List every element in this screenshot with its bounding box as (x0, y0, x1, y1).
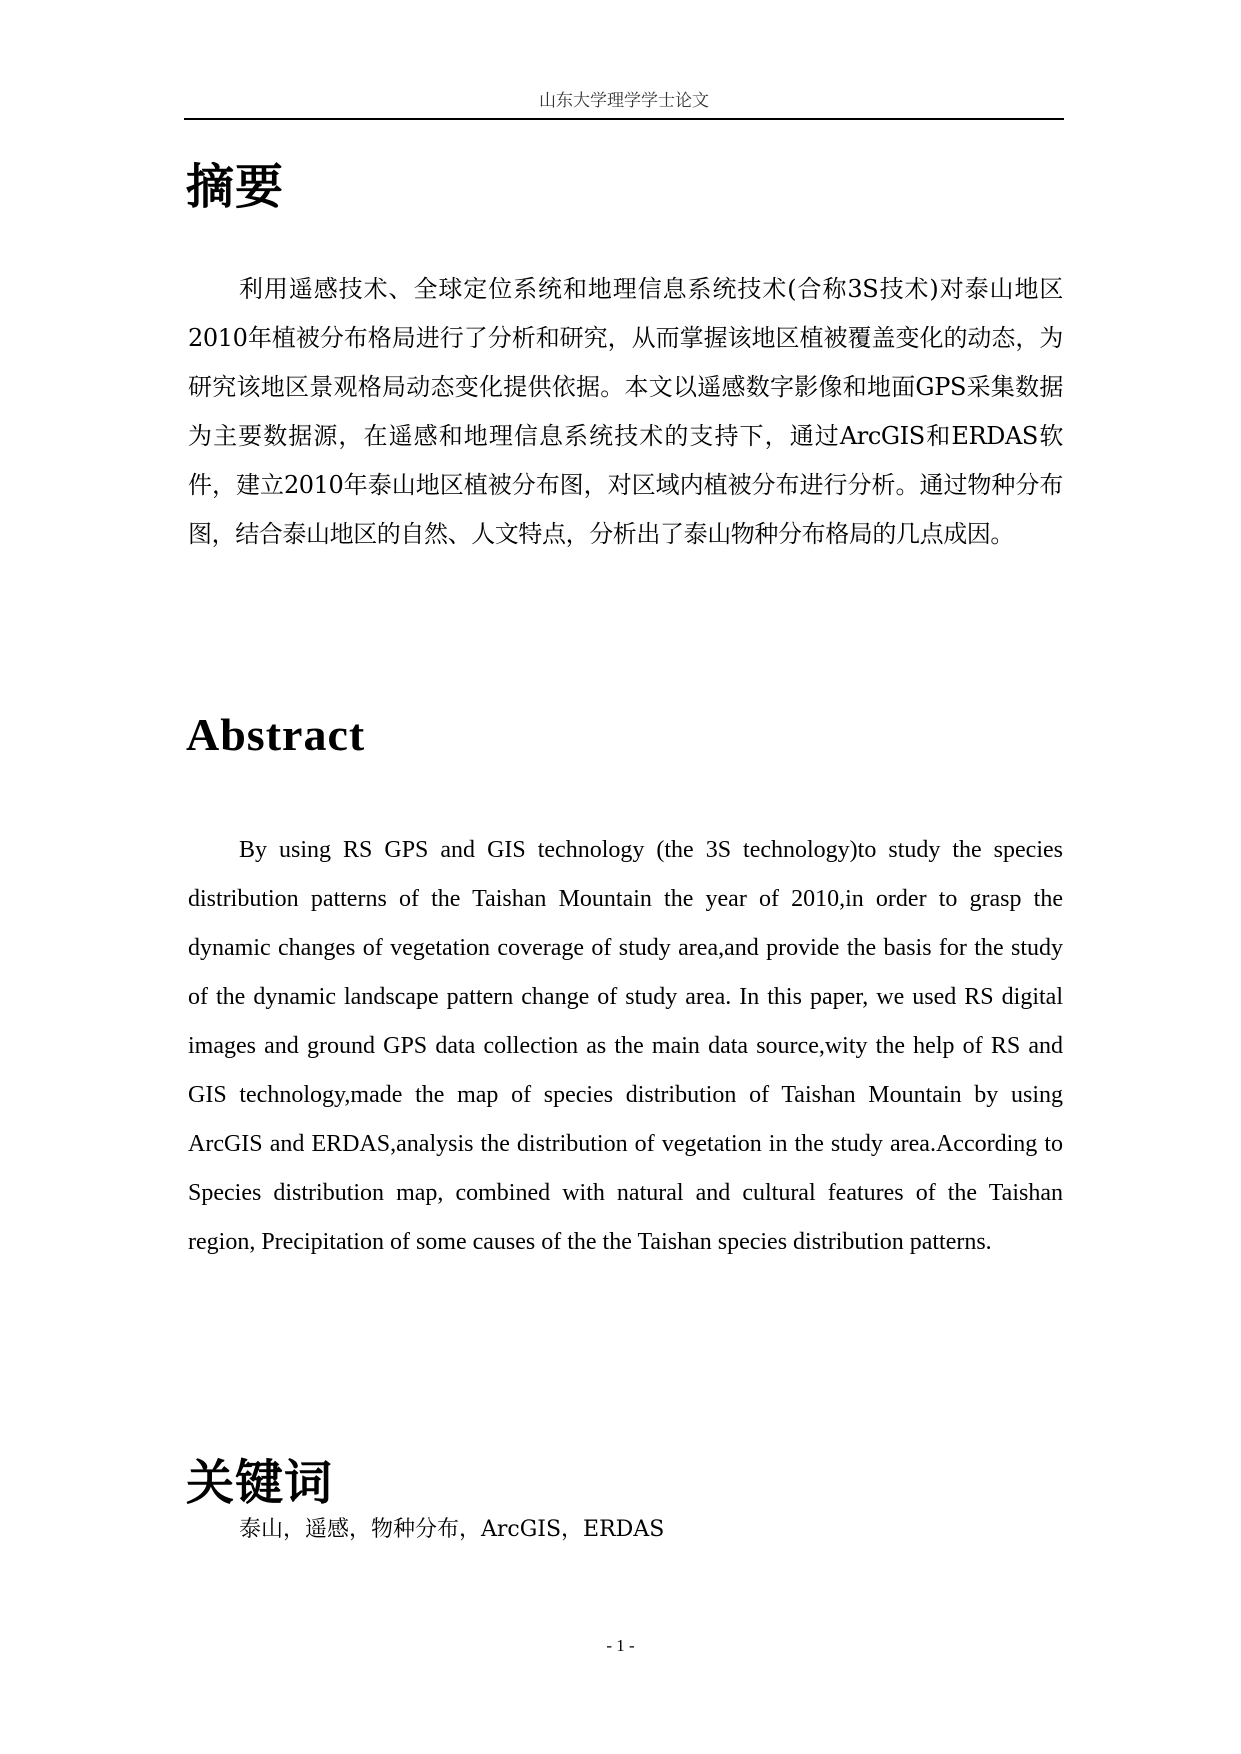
abstract-cn-title: 摘要 (186, 159, 285, 215)
page-number: - 1 - (606, 1636, 635, 1655)
keywords-title: 关键词 (186, 1455, 334, 1511)
abstract-en-title: Abstract (186, 709, 366, 760)
abstract-cn-body: 利用遥感技术、全球定位系统和地理信息系统技术(合称3S技术)对泰山地区2010年植被分布格局进行了分析和研究，从而掌握该地区植被覆盖变化的动态，为研究该地区景观格局动态变化提供依据。本文以遥感数字影像和地面GPS采集数据为主要数据源，在遥感和地理信息系统技术的支持下，通过ArcGIS和ERDAS软件，建立2010年泰山地区植被分布图，对区域内植被分布进行分析。通过物种分布图，结合泰山地区的自然、人文特点，分析出了泰山物种分布格局的几点成因。 (188, 275, 1063, 548)
keywords-list: 泰山，遥感，物种分布，ArcGIS，ERDAS (239, 1517, 665, 1542)
abstract-en-body: By using RS GPS and GIS technology (the 3S technology)to study the species distribution patterns of the Taishan Mountain the year of 2010,in order to grasp the dynamic changes of vegetation coverage of study area,and provide the basis for the study of the dynamic landscape pattern change of study area. In this paper, we used RS digital images and ground GPS data collection as the main data source,wity the help of RS and GIS technology,made the map of species distribution of Taishan Mountain by using ArcGIS and ERDAS,analysis the distribution of vegetation in the study area.According to Species distribution map, combined with natural and cultural features of the Taishan region, Precipitation of some causes of the the Taishan species distribution patterns. (188, 837, 1063, 1255)
page-header: 山东大学理学学士论文 (184, 84, 1064, 120)
